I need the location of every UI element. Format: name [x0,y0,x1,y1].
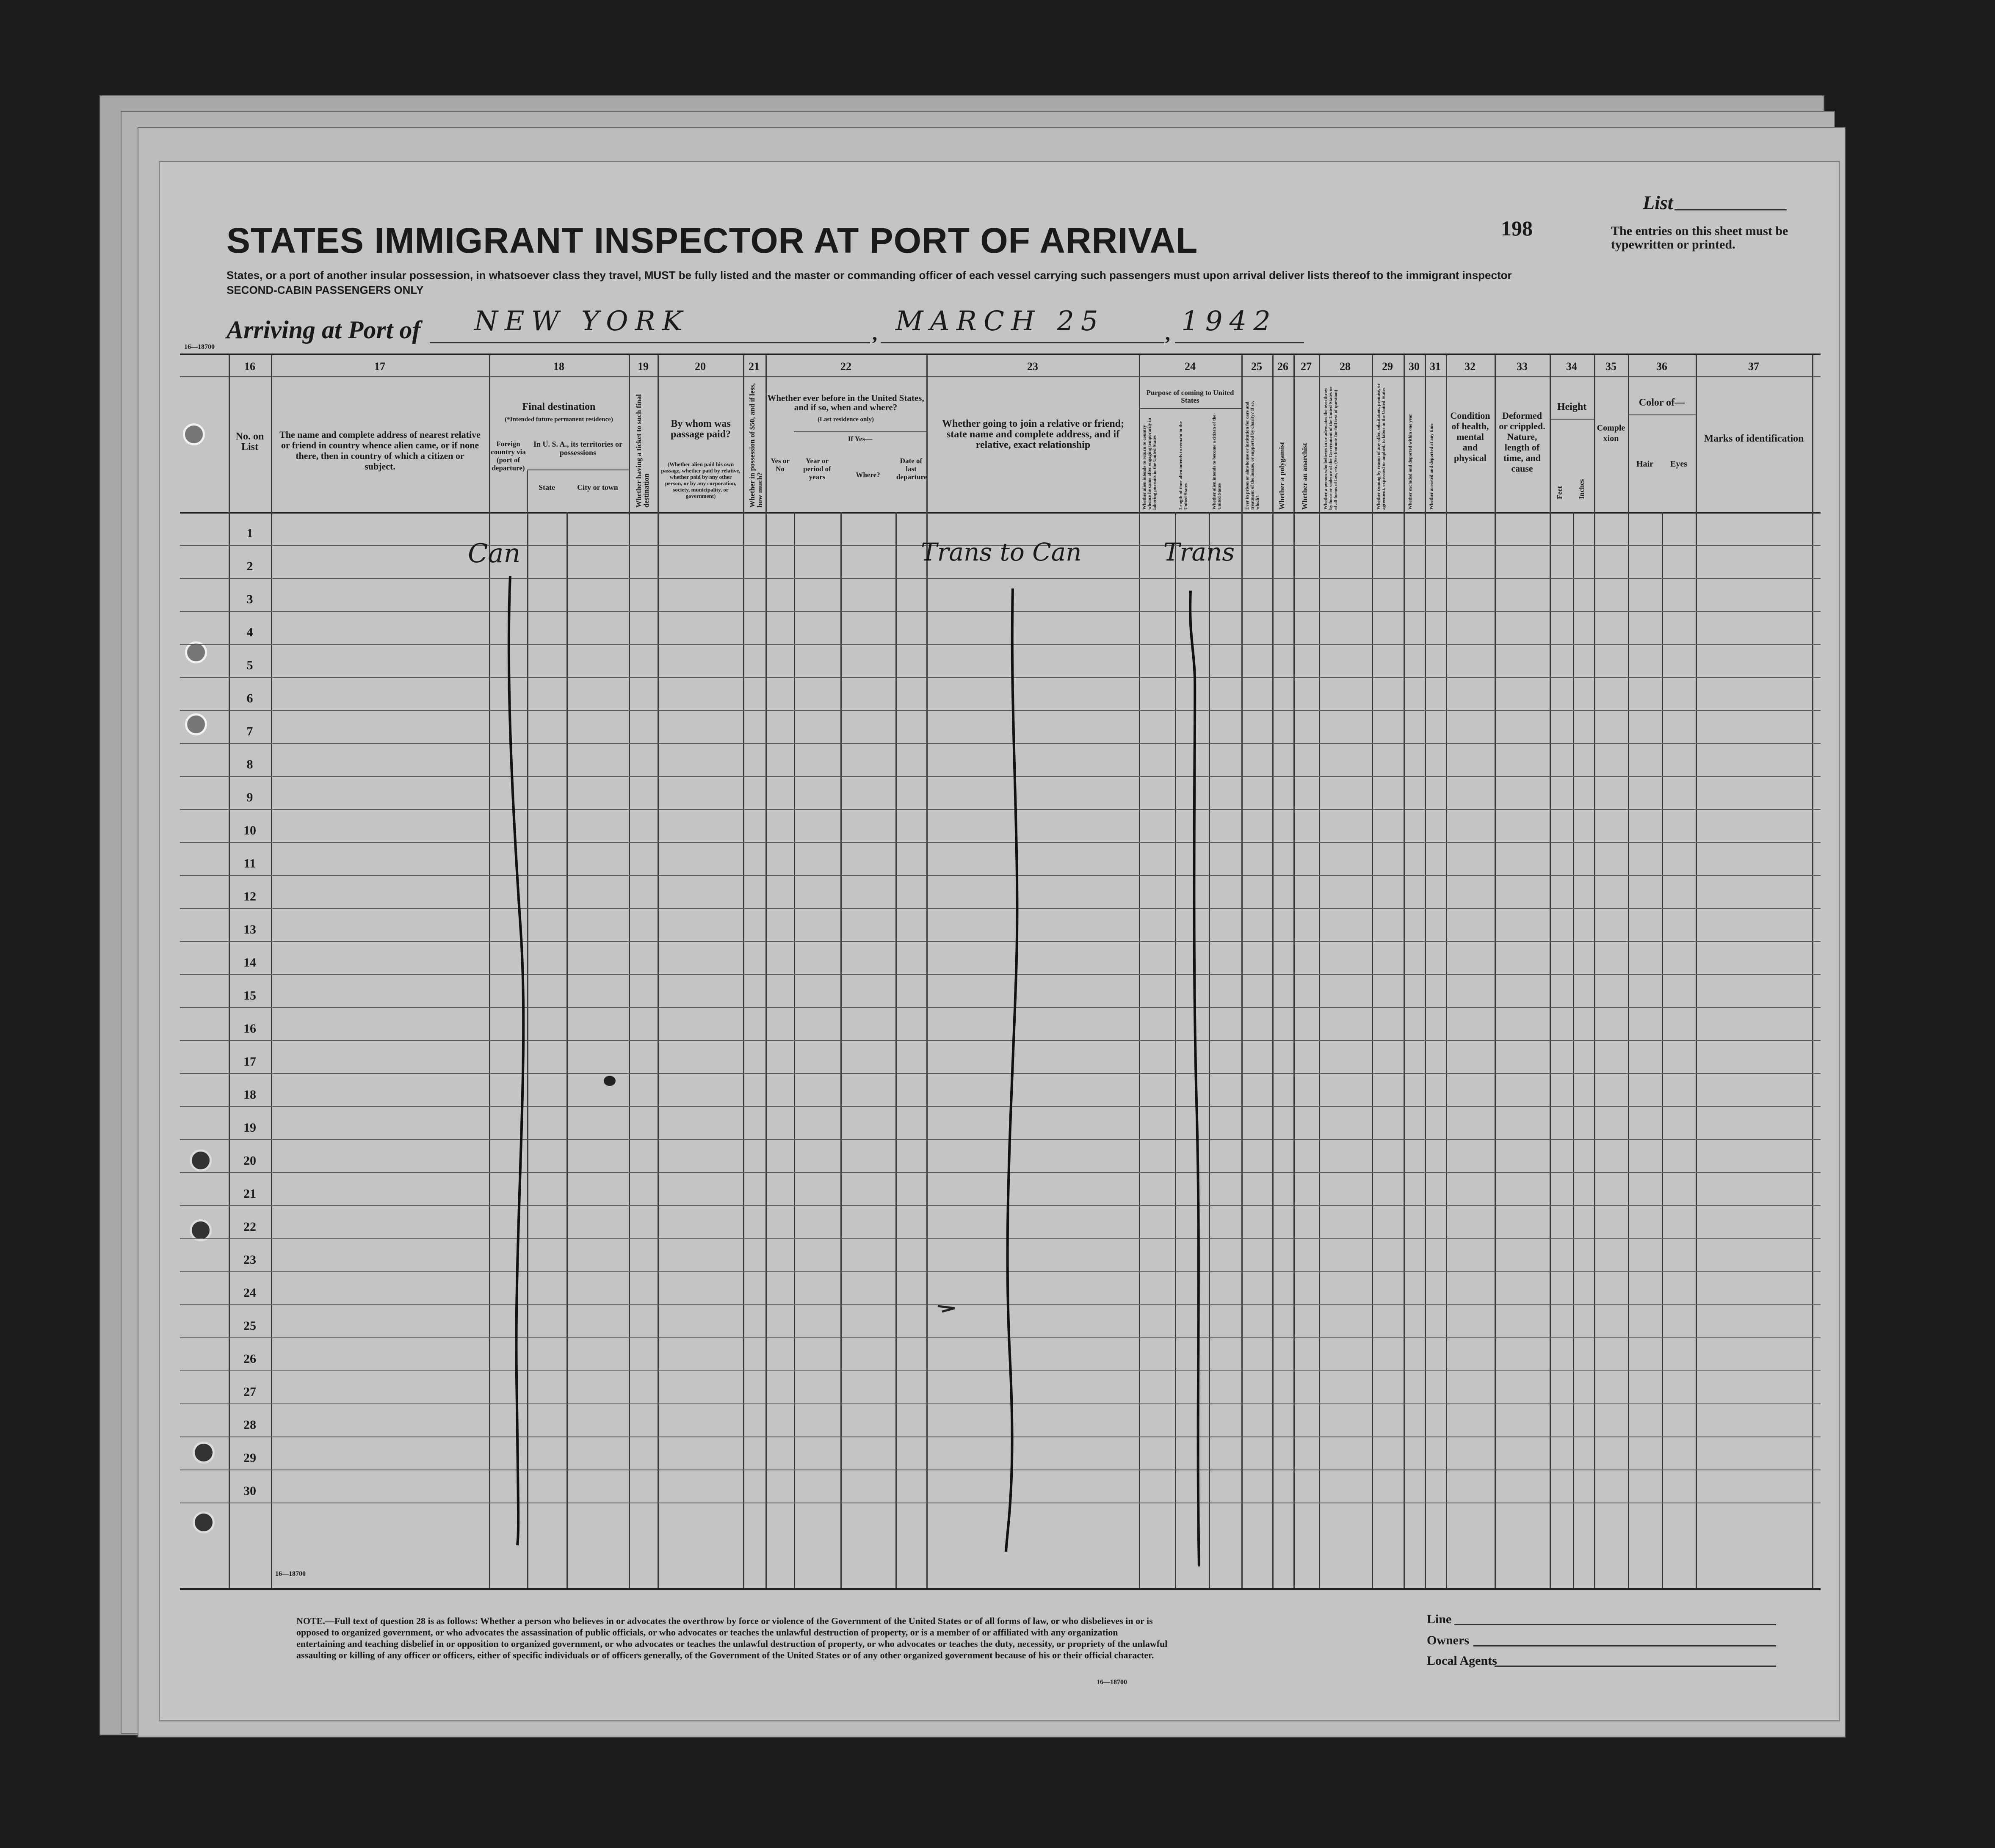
header-complexion: Complexion [1597,423,1625,443]
row-number: 20 [243,1154,256,1168]
col-num: 36 [1656,360,1667,373]
row-number: 30 [243,1484,256,1498]
owners-field [1473,1645,1776,1646]
row-number: 26 [243,1352,256,1366]
header-purpose-c: Whether alien intends to become a citizen of the United States [1212,414,1222,510]
header-eyes: Eyes [1670,459,1687,469]
col-num: 37 [1748,360,1759,373]
comma: , [1165,322,1170,345]
header-polygamist: Whether a polygamist [1278,442,1286,510]
header-purpose-b: Length of time alien intends to remain in the United States [1178,421,1188,510]
header-if-yes: If Yes— [848,435,873,443]
header-ticket: Whether having a ticket to such final destination [635,394,650,508]
row-number: 10 [243,823,256,837]
header-q31: Whether arrested and deported at any time [1429,423,1434,510]
header-nearest-relative: The name and complete address of nearest relative or friend in country whence alien came, or if none there, then in country of which a citizen or subject. [279,429,481,472]
row-number: 5 [246,658,253,672]
col-num: 16 [244,360,255,373]
row-number: 28 [243,1418,256,1432]
date-handwritten: MARCH 25 [895,306,1105,337]
header-final-destination: Final destination [522,401,596,412]
row-number: 6 [246,691,253,705]
header-where: Where? [856,471,880,479]
agents-label: Local Agents [1427,1654,1497,1668]
header-foreign-country: Foreign country via (port of departure) [491,440,526,472]
col-num: 26 [1277,360,1288,373]
footnote-q28: NOTE.—Full text of question 28 is as follows: Whether a person who believes in or advocates the overthrow by force or violence of the Government of the United States or of all forms of law, or who disbelieves in or is opposed to organized government, or who advocates the assassination of public officials, or who advocates or teaches the unlawful destruction of property, or is a member of or affiliated with any organization entertaining and teaching disbelief in or opposition to organized government, or who advocates or teaches the unlawful destruction of property, or who advocates or teaches the duty, necessity, or propriety of the unlawful assaulting or killing of any officer or officers, either of specific individuals or of officers generally, of the Government of the United States or of any other organized government because of his or their official character. [296,1616,1168,1660]
row-number: 22 [243,1220,256,1234]
header-date-departure: Date of last departure [896,457,927,481]
col-num: 17 [374,360,385,373]
header-feet: Feet [1556,486,1564,499]
agents-field [1495,1666,1776,1667]
comma: , [872,322,877,345]
header-hair: Hair [1636,459,1653,469]
entries-note: The entries on this sheet must be typewritten or printed. [1611,224,1788,251]
row-number: 29 [243,1451,256,1465]
header-state: State [539,483,555,492]
col-num: 31 [1430,360,1441,373]
header-marks: Marks of identification [1704,433,1804,444]
header-passage-paid: By whom was passage paid? [670,418,731,440]
handwritten-col24: Trans [1163,538,1235,566]
row-number: 12 [243,889,256,903]
header-inches: Inches [1578,479,1586,499]
row-number: 13 [243,923,256,936]
col-num: 23 [1027,360,1038,373]
header-no-on-list: No. on List [235,431,264,453]
header-final-destination-sub: (*Intended future permanent residence) [505,416,613,423]
year-handwritten: 1942 [1181,306,1277,337]
row-number: 14 [243,956,256,970]
col-num: 22 [840,360,851,373]
row-number: 21 [243,1187,256,1201]
header-purpose-a: Whether alien intends to return to country whence he came after engaging temporarily in laboring pursuits in the United States [1142,418,1157,510]
port-handwritten: NEW YORK [474,306,689,337]
col-num: 19 [638,360,649,373]
header-before-in-us: Whether ever before in the United States, and if so, when and where? [767,393,924,412]
col-num: 20 [695,360,706,373]
row-number: 19 [243,1121,256,1135]
col-num: 21 [749,360,760,373]
form-title: STATES IMMIGRANT INSPECTOR AT PORT OF ARRIVAL [227,221,1198,260]
header-prison: Ever in prison or almshouse or institution for care and treatment of the insane, or supported by charity? If so, which? [1245,401,1260,510]
col-num: 29 [1382,360,1393,373]
header-passage-paid-sub: (Whether alien paid his own passage, whether paid by relative, whether paid by any other person, or by any corporation, society, municipality, or government) [661,461,741,499]
col-num: 27 [1301,360,1312,373]
header-join-relative: Whether going to join a relative or friend; state name and complete address, and if relative, exact relationship [942,418,1124,450]
col-num: 34 [1566,360,1577,373]
row-number: 9 [246,790,253,804]
header-yes-no: Yes or No [771,457,790,473]
sheet-number: 198 [1501,216,1533,240]
line-label: Line [1427,1612,1452,1626]
col-num: 33 [1517,360,1528,373]
header-fifty-dollars: Whether in possession of $50, and if less, how much? [748,383,764,508]
row-number: 27 [243,1385,256,1399]
row-number: 15 [243,989,256,1003]
owners-label: Owners [1427,1633,1469,1647]
handwritten-col18: Can [468,538,521,569]
col-num: 28 [1340,360,1351,373]
header-height: Height [1557,401,1587,412]
header-q28: Whether a person who believes in or advocates the overthrow by force or violence of the Government of the United States or of all forms of law, etc. (See footnote for full text of question) [1323,387,1338,510]
header-deformed: Deformed or crippled. Nature, length of time, and cause [1499,410,1545,474]
row-number: 11 [243,856,256,870]
row-number: 1 [246,526,253,540]
row-number: 24 [243,1286,256,1300]
row-number: 4 [246,625,253,639]
header-health: Condition of health, mental and physical [1450,410,1490,463]
header-years: Year or period of years [803,457,831,481]
handwritten-col23: Trans to Can [921,538,1082,566]
header-color: Color of— [1639,397,1685,408]
row-number: 2 [246,559,253,573]
line-field [1454,1624,1776,1625]
header-q30: Whether excluded and deported within one year [1408,414,1413,510]
row-number: 23 [243,1253,256,1267]
col-num: 24 [1185,360,1196,373]
class-note: SECOND-CABIN PASSENGERS ONLY [227,284,424,296]
col-num: 35 [1605,360,1616,373]
header-anarchist: Whether an anarchist [1301,442,1309,510]
row-number: 18 [243,1088,256,1102]
form-code-bottom: 16—18700 [275,1570,306,1577]
col-num: 30 [1409,360,1420,373]
col-num: 18 [553,360,564,373]
row-number: 7 [246,724,253,738]
row-number: 16 [243,1022,256,1036]
row-number: 8 [246,757,253,771]
header-purpose: Purpose of coming to United States [1146,389,1234,404]
form-code-top: 16—18700 [184,343,215,351]
header-in-usa: In U. S. A., its territories or possessions [533,440,622,457]
list-label: List [1643,192,1673,213]
row-number: 25 [243,1319,256,1333]
header-city: City or town [577,483,618,492]
header-before-in-us-sub: (Last residence only) [817,416,874,423]
col-num: 32 [1464,360,1476,373]
row-number: 17 [243,1055,256,1069]
intro-text: States, or a port of another insular possession, in whatsoever class they travel, MUST be fully listed and the master or commanding officer of each vessel carrying such passengers must upon arrival deliver lists thereof to the immigrant inspector [227,269,1512,282]
col-num: 25 [1251,360,1262,373]
header-q29: Whether coming by reason of any offer, solicitation, promise, or agreement, expressed or implied, to labor in the United States [1376,383,1386,510]
row-number: 3 [246,592,253,606]
form-code-footer: 16—18700 [1097,1679,1127,1686]
arriving-label: Arriving at Port of [227,316,421,344]
